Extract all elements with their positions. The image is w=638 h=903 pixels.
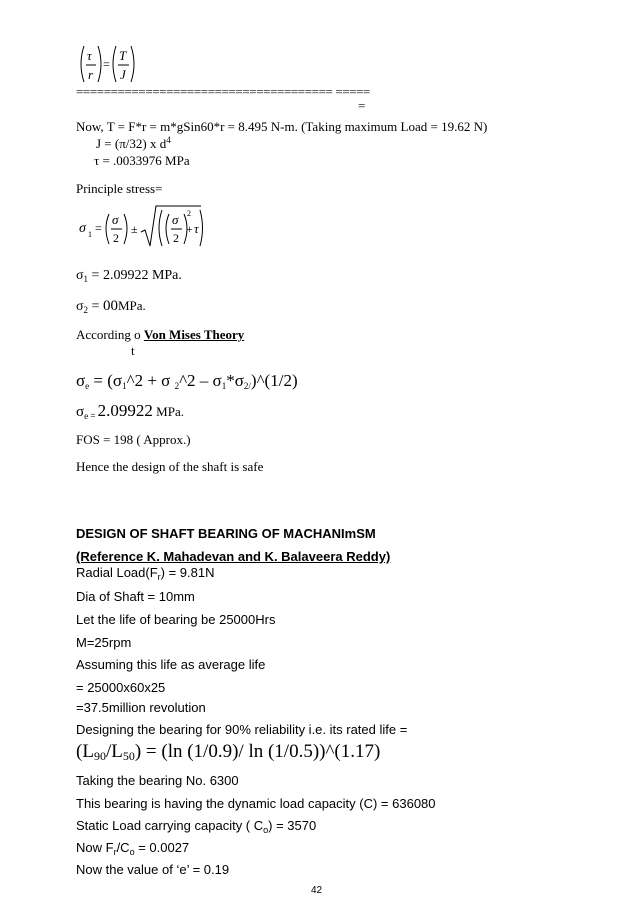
sigma-e-value: $\sigma_{e =}$ 2.09922 MPa. <box>76 401 184 421</box>
torque-line: Now, T = F*r = m*gSin60*r = 8.495 N-m. (Taking maximum Load = 19.62 N) <box>76 119 488 134</box>
pf-sigma-num: σ <box>112 212 119 227</box>
von-mises-theory-label: Von Mises Theory <box>143 327 245 342</box>
polar-moment-line: J = (π/32) x $d^4$ <box>96 135 171 151</box>
formula-tau: τ <box>87 48 92 63</box>
bearing-number-line: Taking the bearing No. 6300 <box>76 773 239 788</box>
load-ratio-line: Now $F_r/C_o = 0.0027$ <box>76 840 190 857</box>
safe-statement: Hence the design of the shaft is safe <box>76 459 264 474</box>
sigma2-line: $\sigma_2 = 00MPa$. <box>76 298 146 315</box>
shear-stress-line: τ = .0033976 MPa <box>94 153 190 168</box>
life-ratio-equation: $(L_{90}/L_{50}) = (\ln$ (1/0.9)/ ln (1/0.5))^(1.17) <box>76 741 381 763</box>
pf-sigma-root: σ <box>172 212 179 227</box>
bearing-life-line: Let the life of bearing be 25000Hrs <box>76 612 276 627</box>
calc-line-1: = 25000x60x25 <box>76 680 166 695</box>
pf-pm: ± <box>131 222 138 236</box>
formula-equals: = <box>103 57 110 71</box>
principle-stress-label: Principle stress= <box>76 181 163 196</box>
radial-load-line: Radial $Load(F_r) = 9.81N$ <box>76 565 215 582</box>
speed-line: M=25rpm <box>76 635 132 650</box>
torsion-formula <box>76 42 146 90</box>
pf-tau: τ <box>194 221 199 236</box>
page-number: 42 <box>311 885 323 896</box>
according-line: According o Von Mises Theory <box>76 327 245 342</box>
fos-line: FOS = 198 ( Approx.) <box>76 432 191 447</box>
pf-sq1: 2 <box>187 209 191 218</box>
principal-stress-formula <box>76 202 206 250</box>
shaft-dia-line: Dia of Shaft = 10mm <box>76 589 195 604</box>
pf-eq: = <box>95 221 102 235</box>
pf-sub1: 1 <box>88 230 92 239</box>
pf-two-root: 2 <box>173 231 179 245</box>
pf-sigma: σ <box>79 221 86 236</box>
reference-line: (Reference K. Mahadevan and K. Balaveera Reddy) <box>76 549 391 564</box>
formula-J: J <box>120 67 126 82</box>
according-t: t <box>131 343 135 358</box>
formula-r: r <box>88 67 94 82</box>
assume-line: Assuming this life as average life <box>76 657 266 672</box>
von-mises-equation: $\sigma_e$ = ($\sigma_1\^{}2 + \sigma$ $_2$^2 – $\sigma_1*\sigma_{2/})\^{}(1/2)$ <box>76 371 298 391</box>
designing-line: Designing the bearing for 90% reliability i.e. its rated life = <box>76 722 408 737</box>
formula-T: T <box>119 48 127 63</box>
static-capacity-line: Static Load carrying capacity ( $C_o) = 3570$ <box>76 818 317 835</box>
section-heading: DESIGN OF SHAFT BEARING OF MACHANImSM <box>76 526 376 541</box>
e-value-line: Now the value of ‘e’ = 0.19 <box>76 862 230 877</box>
sigma1-line: $\sigma_1 = 2.09922$ MPa. <box>76 268 182 284</box>
pf-two: 2 <box>113 231 119 245</box>
separator-tail: = <box>358 98 366 113</box>
separator-line: ===================================== ===== <box>76 84 370 99</box>
pf-plus: + <box>186 222 193 236</box>
calc-line-2: =37.5million revolution <box>76 700 206 715</box>
dynamic-capacity-line: This bearing is having the dynamic load capacity (C) = 636080 <box>76 796 436 811</box>
